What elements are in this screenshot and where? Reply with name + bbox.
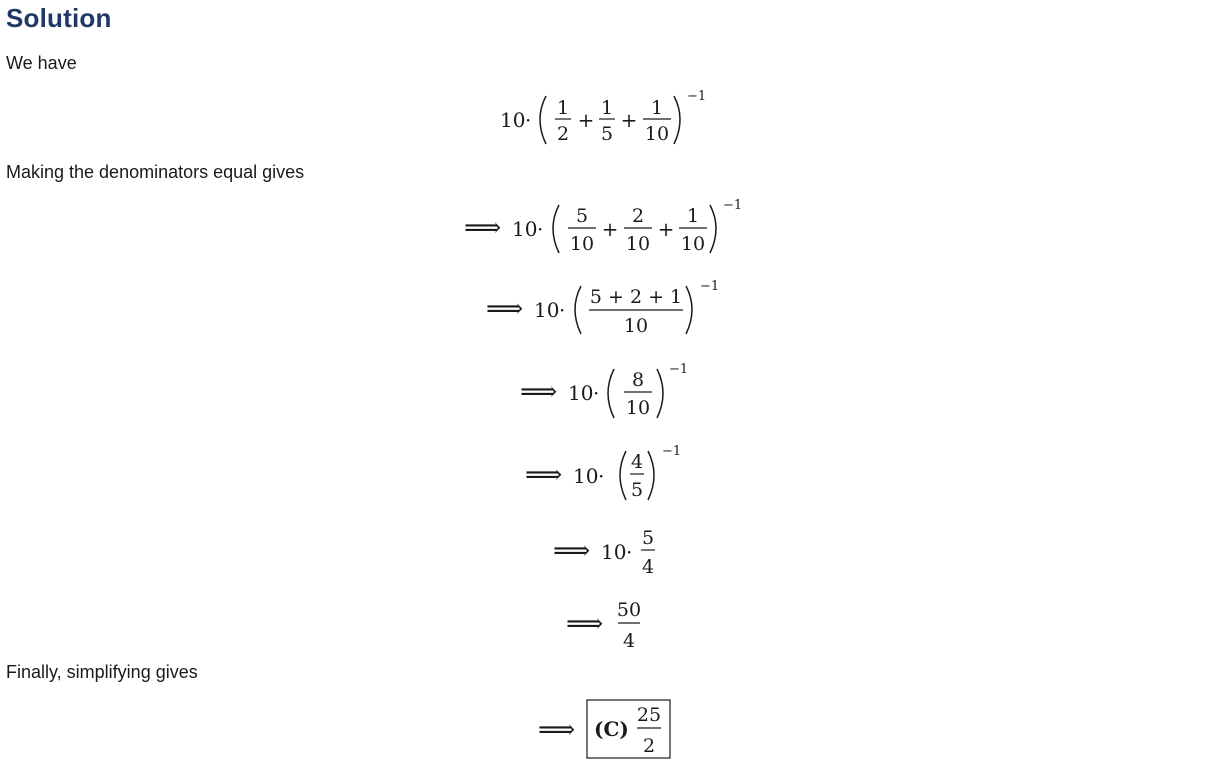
common-denominator-step-svg [464,194,754,262]
fraction-denominator: 2 [556,123,570,145]
right-paren [648,451,654,500]
initial-expression [498,86,718,152]
implies-arrow: ⟹ [538,715,576,745]
initial-expression-svg [498,86,718,152]
fifty-quarters-step [566,594,656,654]
fraction-numerator: 1 [686,205,700,227]
right-paren [657,369,663,418]
left-paren [620,451,626,500]
fraction-denominator: 10 [623,315,649,337]
exponent: −1 [700,279,720,294]
multiplication-dot: · [525,108,532,132]
step-label-simplify: Finally, simplifying gives [6,662,198,682]
exponent: −1 [687,89,707,104]
multiplication-dot: · [626,540,633,564]
multiplication-dot: · [593,381,600,405]
plus-sign: + [577,108,595,132]
answer-choice: (C) [594,717,629,741]
fraction-numerator: 5 + 2 + 1 [589,286,683,308]
plus-sign: + [620,108,638,132]
fraction-denominator: 2 [642,735,656,757]
coefficient: 10 [573,464,599,488]
implies-arrow: ⟹ [525,460,563,490]
fraction-numerator: 1 [556,97,570,119]
implies-arrow: ⟹ [520,377,558,407]
fraction-denominator: 10 [625,233,651,255]
final-answer [538,697,678,761]
common-denominator-step [464,194,754,262]
four-fifths-step [525,443,695,507]
fifty-quarters-step-svg [566,594,656,654]
combined-numerator-step-svg [486,279,736,341]
step-label-common-denominator: Making the denominators equal gives [6,162,305,182]
exponent: −1 [669,362,689,377]
right-paren [674,96,680,144]
fraction-denominator: 10 [680,233,706,255]
solution-heading: Solution [6,3,112,33]
coefficient: 10 [534,298,560,322]
multiplication-dot: · [537,217,544,241]
five-quarters-step [553,525,673,581]
implies-arrow: ⟹ [486,294,524,324]
five-quarters-step-svg [553,525,673,581]
coefficient: 10 [512,217,538,241]
left-paren [608,369,614,418]
fraction-denominator: 10 [644,123,670,145]
right-paren [710,205,716,253]
right-paren [686,286,692,334]
coefficient: 10 [500,108,526,132]
eight-tenths-step [520,361,700,425]
fraction-denominator: 10 [569,233,595,255]
exponent: −1 [662,444,682,459]
coefficient: 10 [601,540,627,564]
fraction-numerator: 8 [631,369,645,391]
fraction-denominator: 4 [622,630,636,652]
left-paren [553,205,559,253]
fraction-numerator: 5 [575,205,589,227]
fraction-denominator: 5 [600,123,614,145]
implies-arrow: ⟹ [464,213,502,243]
fraction-numerator: 4 [630,451,644,473]
implies-arrow: ⟹ [553,536,591,566]
fraction-denominator: 5 [630,479,644,501]
coefficient: 10 [568,381,594,405]
multiplication-dot: · [598,464,605,488]
plus-sign: + [657,217,675,241]
implies-arrow: ⟹ [566,609,604,639]
exponent: −1 [723,198,743,213]
fraction-numerator: 1 [600,97,614,119]
fraction-denominator: 10 [625,397,651,419]
plus-sign: + [601,217,619,241]
fraction-numerator: 2 [631,205,645,227]
left-paren [575,286,581,334]
fraction-numerator: 50 [616,599,642,621]
fraction-numerator: 1 [650,97,664,119]
fraction-denominator: 4 [641,556,655,578]
left-paren [540,96,546,144]
fraction-numerator: 25 [636,704,662,726]
multiplication-dot: · [559,298,566,322]
final-answer-svg [538,697,678,761]
fraction-numerator: 5 [641,527,655,549]
intro-text: We have [6,53,77,73]
four-fifths-step-svg [525,443,695,507]
combined-numerator-step [486,279,736,341]
eight-tenths-step-svg [520,361,700,425]
